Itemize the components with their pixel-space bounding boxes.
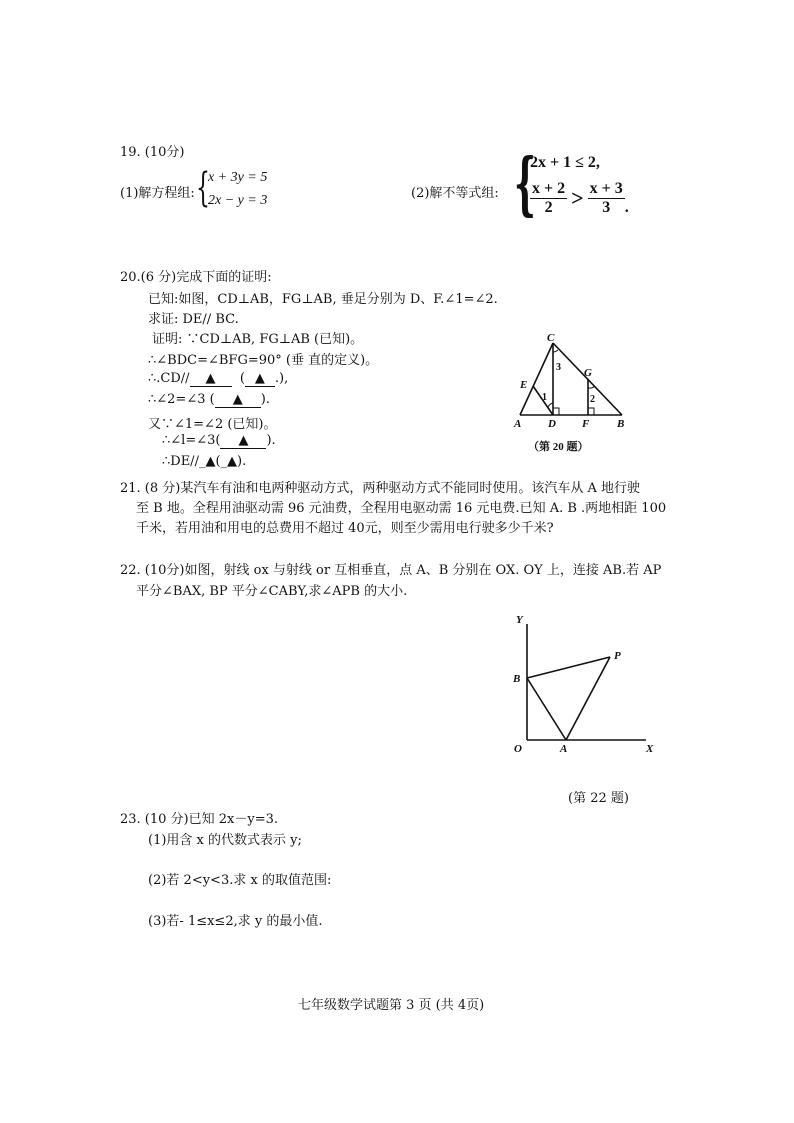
q20-proof-line1: 证明: ∵CD⊥AB, FG⊥AB (已知)。 <box>152 332 364 347</box>
q22-label-x: X <box>646 743 654 755</box>
q20-given: 已知:如图，CD⊥AB，FG⊥AB, 垂足分别为 D、F.∠1=∠2. <box>148 292 498 307</box>
q20-label-c: C <box>547 332 555 344</box>
q20-proof-line2: ∴∠BDC=∠BFG=90° (垂 直的定义)。 <box>148 353 379 368</box>
q22-segment-ap <box>566 657 610 740</box>
q22-figure <box>508 610 664 756</box>
q20-line3-c: .), <box>274 371 289 386</box>
q22-label-y: Y <box>516 614 523 626</box>
q22-label-p: P <box>614 650 621 662</box>
q19-part1-label: (1)解方程组: <box>120 186 195 201</box>
q20-proof-line6 <box>162 433 276 449</box>
q22-label-a: A <box>560 743 568 755</box>
q22-label-o: O <box>514 743 522 755</box>
q20-label-3: 3 <box>556 362 561 373</box>
q20-right-angle-d <box>553 408 559 415</box>
q20-right-angle-f <box>588 408 594 415</box>
q19-frac1-den: 2 <box>544 199 553 216</box>
q20-label-b: B <box>617 418 625 430</box>
q20-line6-a: ∴∠l=∠3( <box>162 433 221 448</box>
q23-part2: (2)若 2<y<3.求 x 的取值范围: <box>148 873 332 888</box>
q20-figure <box>508 330 632 458</box>
q20-blank-2[interactable]: ▲ <box>245 371 275 387</box>
q19-frac2-den: 3 <box>602 199 611 216</box>
q20-label-f: F <box>582 418 590 430</box>
q20-label-1: 1 <box>542 392 547 403</box>
q20-line4-a: ∴∠2=∠3 ( <box>148 392 215 407</box>
q20-arc-2 <box>588 386 595 388</box>
q23-part3: (3)若- 1≤x≤2,求 y 的最小值. <box>148 914 323 929</box>
q21-line1: 21. (8 分)某汽车有油和电两种驱动方式，两种驱动方式不能同时使用。该汽车从 A 地行驶 <box>120 481 641 496</box>
q20-blank-3[interactable]: ▲ <box>215 392 261 408</box>
q19-ineq2-end: . <box>624 199 629 216</box>
q21-line2: 至 B 地。全程用油驱动需 96 元油费，全程用电驱动需 16 元电费.已知 A. B .两地相距 100 <box>136 501 667 516</box>
q20-line6-b: ). <box>266 433 276 448</box>
q19-part2-label: (2)解不等式组: <box>411 186 499 201</box>
q22-line1: 22. (10分)如图，射线 ox 与射线 or 互相垂直，点 A、B 分别在 OX. OY 上，连接 AB.若 AP <box>120 563 662 578</box>
q23-header: 23. (10 分)已知 2x－y=3. <box>120 812 278 827</box>
q22-label-b: B <box>513 673 521 685</box>
q22-figure-caption: (第 22 题) <box>568 791 629 806</box>
q19-eq1: x + 3y = 5 <box>208 170 268 185</box>
q19-frac1-num: x + 2 <box>532 180 566 197</box>
q20-prove: 求证: DE// BC. <box>148 312 239 327</box>
q20-blank-1[interactable]: ▲ <box>190 371 232 387</box>
q19-eq2: 2x − y = 3 <box>208 193 268 208</box>
q23-part1: (1)用含 x 的代数式表示 y; <box>148 833 302 848</box>
q22-line2: 平分∠BAX, BP 平分∠CABY,求∠APB 的大小. <box>136 584 408 599</box>
q20-figure-caption: （第 20 题） <box>528 441 589 453</box>
q19-brace-1: { <box>196 165 210 211</box>
q21-line3: 千米，若用油和用电的总费用不超过 40元，则至少需用电行驶多少千米? <box>136 521 554 536</box>
q20-label-d: D <box>548 418 556 430</box>
q19-ineq2-rel: > <box>571 185 584 211</box>
q22-segment-ba <box>527 678 566 740</box>
q19-ineq1: 2x + 1 ≤ 2, <box>530 154 600 171</box>
q20-proof-line5: 又∵∠1=∠2 (已知)。 <box>148 417 277 432</box>
q19-brace-2: { <box>514 144 536 224</box>
q20-header: 20.(6 分)完成下面的证明: <box>120 270 272 285</box>
q20-proof-line4 <box>148 392 270 408</box>
q22-segment-bp <box>527 657 610 678</box>
page-footer: 七年级数学试题第 3 页 (共 4页) <box>298 998 485 1013</box>
q20-label-2: 2 <box>590 394 595 405</box>
q20-proof-line3 <box>148 371 288 387</box>
q20-blank-4[interactable]: ▲ <box>220 433 266 449</box>
q19-ineq2 <box>530 180 629 217</box>
q20-label-e: E <box>520 379 528 391</box>
q20-line4-b: ). <box>260 392 270 407</box>
q19-frac2-num: x + 3 <box>589 180 623 197</box>
q20-line3-a: ∴.CD// <box>148 371 190 386</box>
q20-label-g: G <box>584 367 592 379</box>
q20-proof-line7: ∴DE//_▲(_▲). <box>162 454 247 469</box>
q19-header: 19. (10分) <box>120 145 185 160</box>
q20-label-a: A <box>514 418 522 430</box>
q20-line3-b: ( <box>239 371 245 386</box>
